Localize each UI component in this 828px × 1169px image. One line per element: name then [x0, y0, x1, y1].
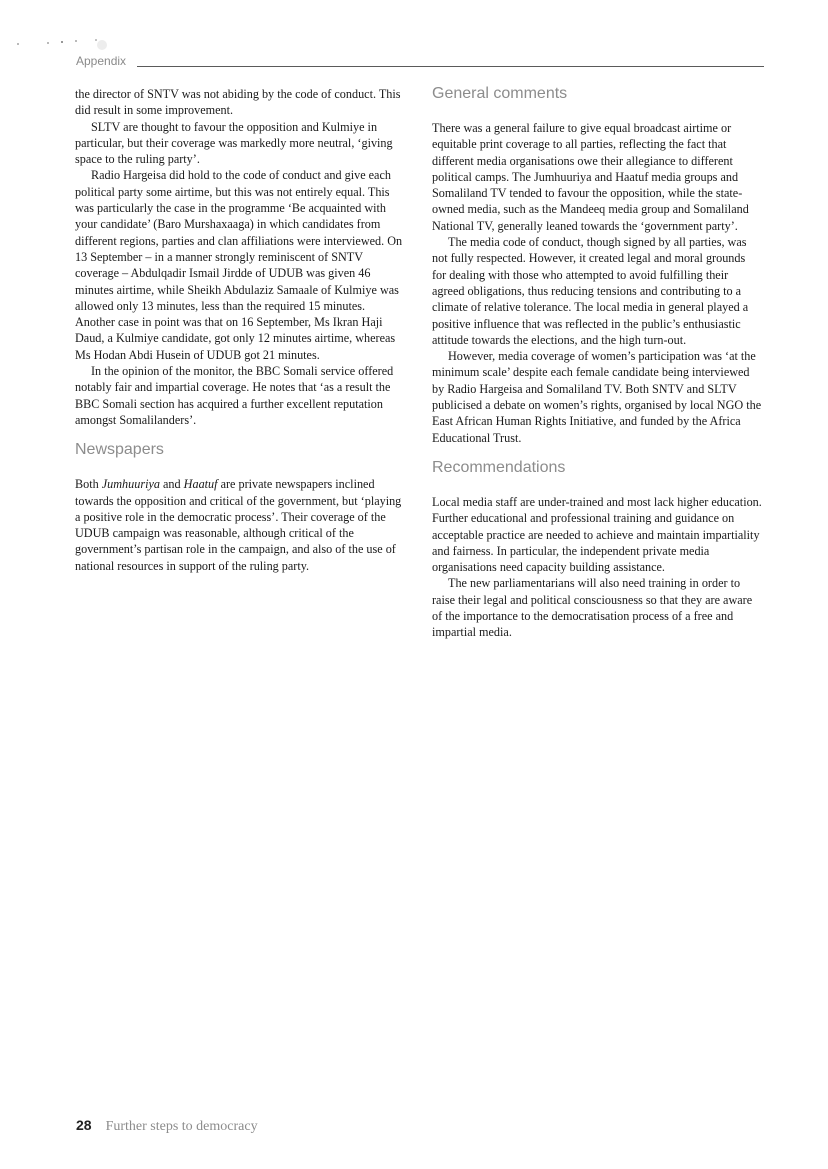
- text-run: and: [159, 477, 184, 492]
- page-number: 28: [76, 1117, 92, 1133]
- newspaper-title: Haatuf: [183, 477, 218, 492]
- paragraph: the director of SNTV was not abiding by the code of conduct. This did result in some improvement.: [75, 87, 401, 118]
- paragraph: However, media coverage of women’s participation was ‘at the minimum scale’ despite each female candidate being interviewed by Radio Hargeisa and Somaliland TV. Both SNTV and SLTV publicised a debate on women’s rights, organised by local NGO the East African Human Rights Initiative, and funded by the Africa Educational Trust.: [432, 349, 762, 445]
- left-column: [75, 86, 405, 574]
- right-column: [432, 86, 762, 641]
- paragraph: The new parliamentarians will also need training in order to raise their legal and political consciousness so that they are aware of the importance to the democratisation process of a free and impartial media.: [432, 576, 753, 640]
- paragraph: In the opinion of the monitor, the BBC Somali service offered notably fair and impartial coverage. He notes that ‘as a result the BBC Somali section has acquired a further excellent reputation amongst Somalilanders’.: [75, 364, 394, 427]
- paragraph: Local media staff are under-trained and most lack higher education. Further educational and professional training and guidance on acceptable practice are needed to achieve and maintain impartiality and fairness. In particular, the independent private media organisations need capacity building assistance.: [432, 494, 762, 575]
- paragraph: The media code of conduct, though signed by all parties, was not fully respected. However, it created legal and moral grounds for dealing with those who attempted to avoid fulfilling their agreed obligations, thus reducing tensions and contributing to a climate of relative tolerance. The local media in general played a positive influence that was reflected in the public’s enthusiastic attitude towards the elections, and the high turn-out.: [432, 235, 749, 347]
- page-footer: [76, 1117, 258, 1135]
- section-heading-general-comments: General comments: [432, 85, 568, 102]
- text-run: Both: [75, 477, 102, 492]
- paragraph: Radio Hargeisa did hold to the code of conduct and give each political party some airtime, but this was not entirely equal. This was particularly the case in the programme ‘Be acquainted with your candidate’ (Baro Murshaxaaga) in which candidates from different regions, parties and clan affiliations were interviewed. On 13 September – in a manner strongly reminiscent of SNTV coverage – Abdulqadir Ismail Jirdde of UDUB was given 46 minutes airtime, while Sheikh Abdulaziz Samaale of Kulmiye was allowed only 13 minutes, less than the required 15 minutes. Another case in point was that on 16 September, Ms Ikran Haji Daud, a Kulmiye candidate, got only 12 minutes airtime, whereas Ms Hodan Abdi Husein of UDUB got 21 minutes.: [75, 168, 403, 362]
- newspaper-title: Jumhuuriya: [101, 477, 160, 492]
- paragraph: SLTV are thought to favour the opposition and Kulmiye in particular, but their coverage was markedly more neutral, ‘giving space to the ruling party’.: [75, 119, 393, 167]
- section-heading-newspapers: Newspapers: [75, 441, 164, 459]
- running-head: Appendix: [76, 54, 127, 68]
- paragraph: There was a general failure to give equal broadcast airtime or equitable print coverage to all parties, reflecting the fact that different media organisations owe their allegiance to different political camps. The Jumhuuriya and Haatuf media groups and Somaliland TV tended to favour the opposition, while the state-owned media, such as the Mandeeq media group and Somaliland National TV, generally leaned towards the ‘government party’.: [432, 121, 749, 233]
- header-rule: [137, 66, 764, 67]
- text-run: are private newspapers inclined towards the opposition and critical of the government, but ‘playing a positive role in the democratic process’. Their coverage of the UDUB campaign was reasonable, although critical of the government’s partisan role in the campaign, and also of the use of national resources in support of the ruling party.: [75, 477, 402, 573]
- paragraph: [75, 476, 405, 574]
- section-heading-recommendations: Recommendations: [432, 458, 566, 476]
- footer-title: Further steps to democracy: [105, 1119, 258, 1134]
